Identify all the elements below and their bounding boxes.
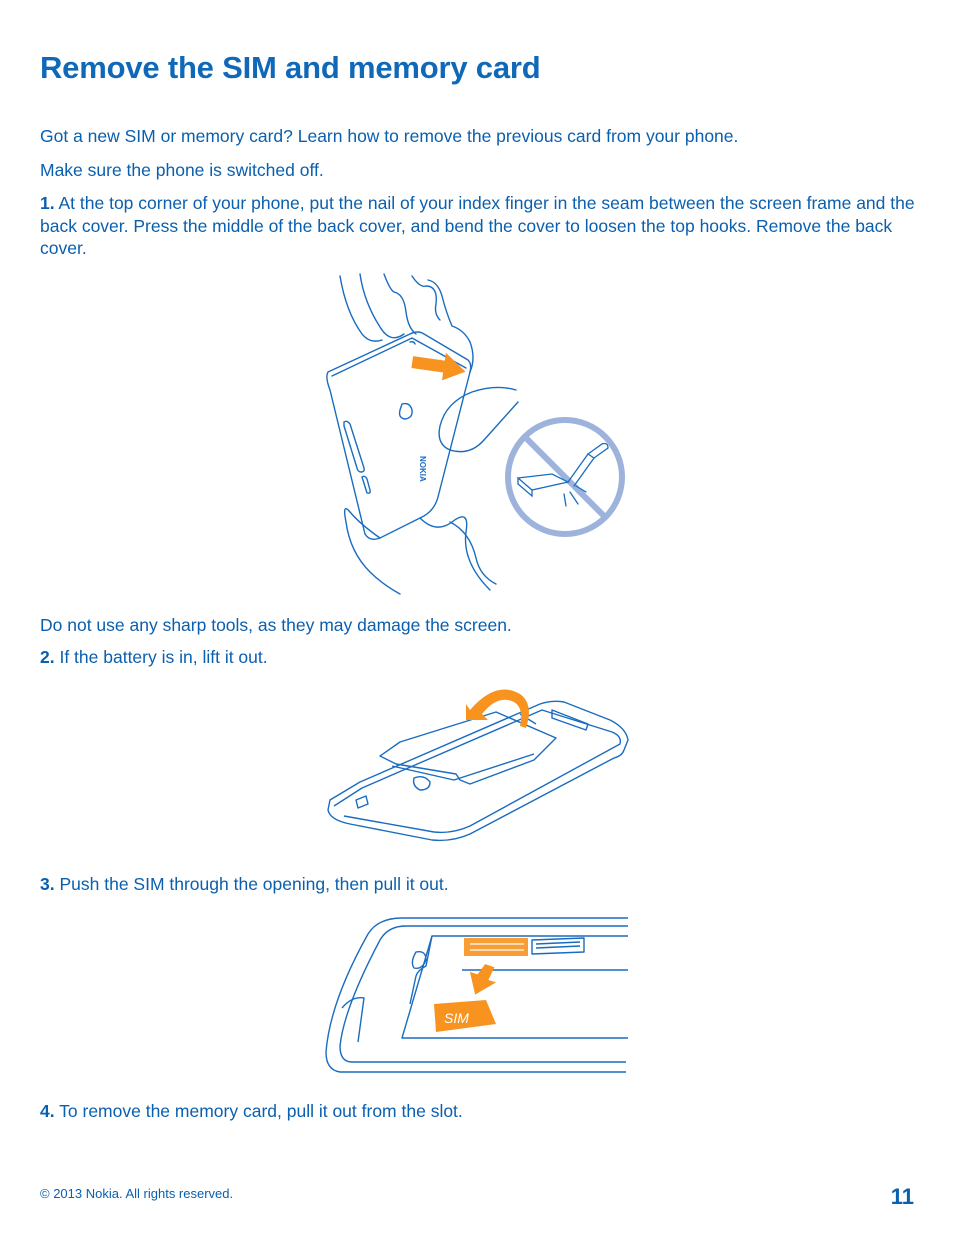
down-arrow-icon	[464, 960, 501, 999]
step-3	[40, 873, 920, 896]
intro-text: Got a new SIM or memory card? Learn how to remove the previous card from your phone.	[40, 126, 739, 146]
step-1	[40, 192, 920, 260]
copyright-footer: © 2013 Nokia. All rights reserved.	[40, 1186, 234, 1201]
step-number: 2.	[40, 647, 55, 667]
sim-label: SIM	[444, 1010, 469, 1026]
sim-slot-highlight	[464, 938, 528, 956]
brand-logo: NOKIA	[418, 456, 427, 482]
page-number: 11	[890, 1184, 914, 1209]
step-text: If the battery is in, lift it out.	[54, 647, 268, 667]
step-text: To remove the memory card, pull it out from the slot.	[54, 1101, 463, 1121]
step-4	[40, 1100, 920, 1123]
lift-battery-illustration	[320, 684, 635, 854]
step-text: Push the SIM through the opening, then pull it out.	[54, 874, 449, 894]
warning-text: Do not use any sharp tools, as they may damage the screen.	[40, 615, 512, 635]
remove-back-cover-illustration	[320, 272, 630, 597]
step-text: At the top corner of your phone, put the nail of your index finger in the seam between the screen frame and the back cover. Press the middle of the back cover, and bend the cover to loosen the top hooks. Remove the back cover.	[40, 193, 915, 258]
step-number: 3.	[40, 874, 55, 894]
no-sharp-tools-icon	[508, 420, 622, 534]
step-2	[40, 646, 920, 669]
step-number: 1.	[40, 193, 55, 213]
step-number: 4.	[40, 1101, 55, 1121]
page-title: Remove the SIM and memory card	[40, 50, 541, 85]
remove-sim-illustration	[322, 912, 632, 1077]
switched-off-note: Make sure the phone is switched off.	[40, 160, 324, 180]
